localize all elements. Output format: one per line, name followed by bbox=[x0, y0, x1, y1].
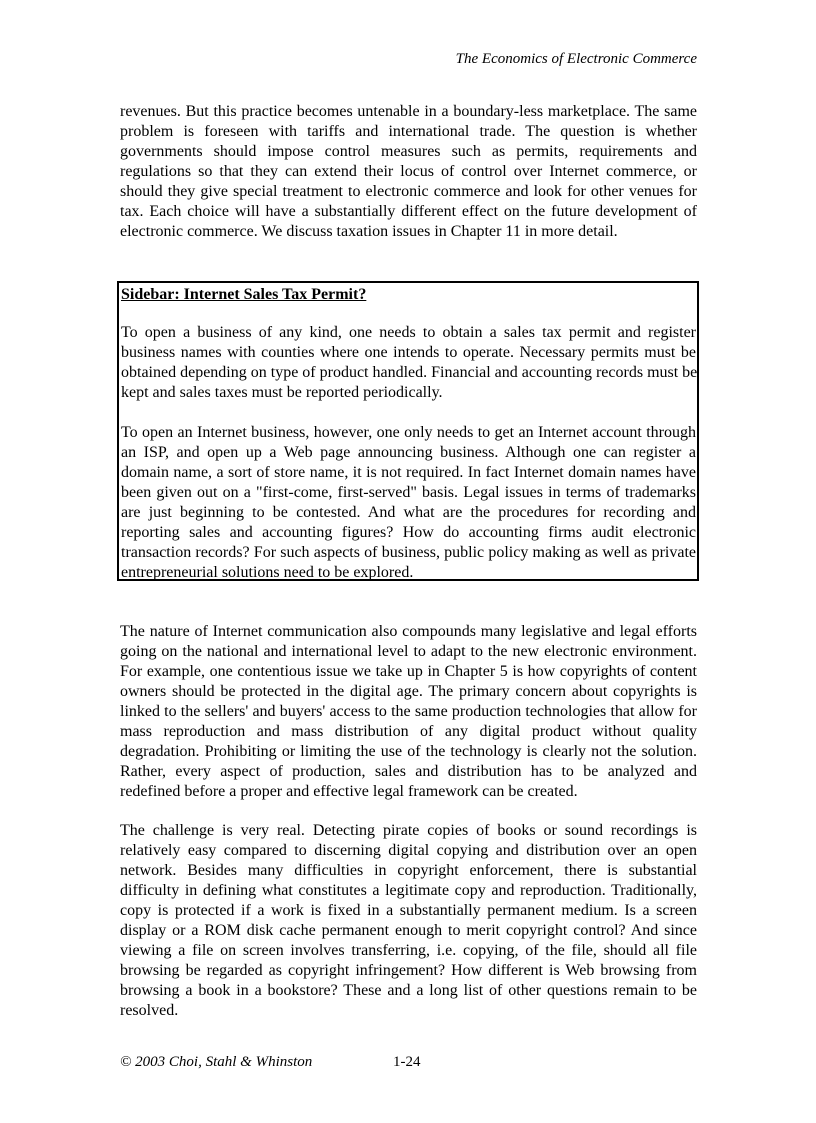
text-line: The challenge is very real. Detecting pirate copies of books or sound recordings is bbox=[120, 822, 697, 839]
text-line: tax. Each choice will have a substantially different effect on the future development of bbox=[120, 203, 697, 220]
text-line: domain name, a sort of store name, it is not required. In fact Internet domain names have bbox=[121, 464, 696, 481]
text-line: browsing be regarded as copyright infringement? How different is Web browsing from bbox=[120, 962, 697, 979]
text-line: been given out on a "first-come, first-served" basis. Legal issues in terms of trademarks bbox=[121, 484, 696, 501]
text-line: viewing a file on screen involves transferring, i.e. copying, of the file, should all file bbox=[120, 942, 697, 959]
text-line: business names with counties where one intends to operate. Necessary permits must be bbox=[121, 344, 696, 361]
text-line: problem is foreseen with tariffs and international trade. The question is whether bbox=[120, 123, 697, 140]
text-line: revenues. But this practice becomes untenable in a boundary-less marketplace. The same bbox=[120, 103, 697, 120]
text-line: relatively easy compared to discerning digital copying and distribution over an open bbox=[120, 842, 697, 859]
text-line: copy is protected if a work is fixed in a substantially permanent medium. Is a screen bbox=[120, 902, 697, 919]
text-line: To open an Internet business, however, one only needs to get an Internet account through bbox=[121, 424, 696, 441]
text-line: should they give special treatment to electronic commerce and look for other venues for bbox=[120, 183, 697, 200]
text-line: an ISP, and open up a Web page announcing business. Although one can register a bbox=[121, 444, 696, 461]
paragraph-challenge bbox=[120, 821, 697, 1021]
text-line: resolved. bbox=[120, 1002, 179, 1019]
sidebar-title: Sidebar: Internet Sales Tax Permit? bbox=[121, 286, 367, 303]
text-line: reporting sales and accounting figures? How do accounting firms audit electronic bbox=[121, 524, 696, 541]
text-line: entrepreneurial solutions need to be explored. bbox=[121, 564, 414, 581]
text-line: degradation. Prohibiting or limiting the use of the technology is clearly not the solution. bbox=[120, 743, 697, 760]
text-line: redefined before a proper and effective legal framework can be created. bbox=[120, 783, 578, 800]
text-line: linked to the sellers' and buyers' access to the same production technologies that allow for bbox=[120, 703, 697, 720]
text-line: The nature of Internet communication also compounds many legislative and legal efforts bbox=[120, 623, 697, 640]
text-line: governments should impose control measures such as permits, requirements and bbox=[120, 143, 697, 160]
text-line: electronic commerce. We discuss taxation issues in Chapter 11 in more detail. bbox=[120, 223, 618, 240]
text-line: owners should be protected in the digital age. The primary concern about copyrights is bbox=[120, 683, 697, 700]
text-line: For example, one contentious issue we take up in Chapter 5 is how copyrights of content bbox=[120, 663, 697, 680]
footer-copyright: © 2003 Choi, Stahl & Whinston bbox=[120, 1054, 313, 1070]
running-header: The Economics of Electronic Commerce bbox=[455, 51, 697, 67]
text-line: To open a business of any kind, one needs to obtain a sales tax permit and register bbox=[121, 324, 696, 341]
text-line: Rather, every aspect of production, sales and distribution has to be analyzed and bbox=[120, 763, 697, 780]
text-line: transaction records? For such aspects of business, public policy making as well as private bbox=[121, 544, 696, 561]
sidebar-box bbox=[117, 281, 699, 581]
paragraph-taxation bbox=[120, 102, 697, 242]
text-line: browsing a book in a bookstore? These and a long list of other questions remain to be bbox=[120, 982, 697, 999]
text-line: network. Besides many difficulties in copyright enforcement, there is substantial bbox=[120, 862, 697, 879]
paragraph-legal-efforts bbox=[120, 622, 697, 802]
text-line: mass reproduction and mass distribution of any digital product without quality bbox=[120, 723, 697, 740]
text-line: kept and sales taxes must be reported periodically. bbox=[121, 384, 443, 401]
text-line: going on the national and international level to adapt to the new electronic environment. bbox=[120, 643, 697, 660]
sidebar-paragraph-1 bbox=[121, 323, 696, 403]
text-line: are just beginning to be contested. And what are the procedures for recording and bbox=[121, 504, 696, 521]
text-line: obtained depending on type of product handled. Financial and accounting records must be bbox=[121, 364, 698, 381]
sidebar-paragraph-2 bbox=[121, 423, 696, 583]
page-number: 1-24 bbox=[393, 1054, 421, 1070]
text-line: display or a ROM disk cache permanent enough to merit copyright control? And since bbox=[120, 922, 697, 939]
text-line: regulations so that they can extend their locus of control over Internet commerce, or bbox=[120, 163, 697, 180]
text-line: difficulty in defining what constitutes a legitimate copy and reproduction. Traditionally, bbox=[120, 882, 697, 899]
